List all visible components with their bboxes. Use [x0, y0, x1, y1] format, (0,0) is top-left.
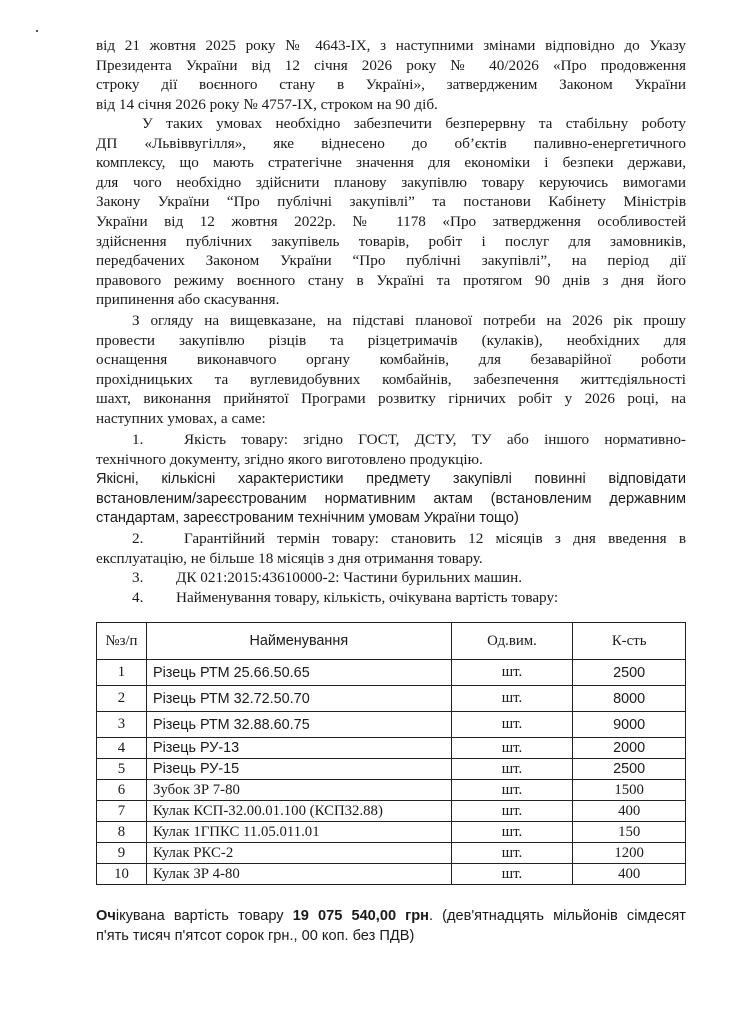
- table-row: [97, 712, 686, 738]
- text-line: для чого необхідно здійснити планову закупівлю товару керуючись вимогами: [96, 173, 686, 191]
- table-header-row: [97, 623, 686, 660]
- header-quantity: К-сть: [573, 623, 686, 660]
- list-number: 2.: [132, 530, 144, 547]
- text-line: ДП «Львіввугілля», яке віднесено до об’єктів паливно-енергетичного: [96, 134, 686, 152]
- list-item-goods: [96, 588, 686, 608]
- text-line: Якісні, кількісні характеристики предмету закупівлі повинні відповідати: [96, 471, 686, 487]
- row-quantity: 1200: [573, 843, 686, 864]
- text-line: встановленим/зареєстрованим нормативним актам (встановленим державним: [96, 490, 686, 507]
- text-line: оснащення виконавчого органу комбайнів, для безаварійної роботи: [96, 351, 686, 369]
- paragraph-procurement-reason: [96, 114, 686, 310]
- row-quantity: 2500: [573, 759, 686, 780]
- row-unit: шт.: [451, 801, 573, 822]
- cost-words: . (дев'ятнадцять мільйонів сімдесят: [429, 908, 686, 924]
- scan-speck: [36, 30, 38, 32]
- row-number: 4: [97, 738, 147, 759]
- row-quantity: 2500: [573, 660, 686, 686]
- list-number: 3.: [132, 569, 144, 586]
- row-number: 9: [97, 843, 147, 864]
- cost-label-bold: Оч: [96, 908, 116, 924]
- list-item-classifier: [96, 568, 686, 588]
- text-line: прохідницьких та вуглевидобувних комбайнів, забезпечення життєдіяльності: [96, 370, 686, 388]
- text-line: З огляду на вищевказане, на підставі планової потреби на 2026 рік прошу: [132, 312, 686, 329]
- row-number: 2: [97, 686, 147, 712]
- row-name: Різець РТМ 25.66.50.65: [146, 660, 451, 686]
- text-line: Якість товару: згідно ГОСТ, ДСТУ, ТУ або іншого нормативно-: [184, 431, 686, 448]
- table-row: [97, 780, 686, 801]
- table-row: [97, 801, 686, 822]
- text-line: провести закупівлю різців та різцетримачів (кулаків), необхідних для: [96, 331, 686, 349]
- table-row: [97, 686, 686, 712]
- text-line: Закону України “Про публічні закупівлі” та постанови Кабінету Міністрів: [96, 193, 686, 211]
- paragraph-quality-note: [96, 470, 686, 529]
- row-number: 3: [97, 712, 147, 738]
- text-line: шахт, виконання прийнятої Програми розвитку гірничих робіт у 2026 році, на: [96, 390, 686, 408]
- row-name: Кулак РКС-2: [146, 843, 451, 864]
- cost-words-continued: п'ять тисяч п'ятсот сорок грн., 00 коп. без ПДВ): [96, 928, 415, 944]
- list-item-quality: [96, 430, 686, 470]
- text-line: України від 12 жовтня 2022р. № 1178 «Про затвердження особливостей: [96, 212, 686, 230]
- table-row: [97, 864, 686, 885]
- row-name: Кулак 1ГПКС 11.05.011.01: [146, 822, 451, 843]
- row-name: Зубок ЗР 7-80: [146, 780, 451, 801]
- row-quantity: 400: [573, 801, 686, 822]
- list-number: 4.: [132, 589, 144, 606]
- text-line: стандартам, зареєстрованим технічним умовам України тощо): [96, 510, 519, 527]
- text-line: ДК 021:2015:43610000-2: Частини бурильних машин.: [176, 569, 523, 586]
- row-unit: шт.: [451, 759, 573, 780]
- row-unit: шт.: [451, 864, 573, 885]
- header-unit: Од.вим.: [451, 623, 573, 660]
- row-quantity: 1500: [573, 780, 686, 801]
- row-number: 1: [97, 660, 147, 686]
- text-line: передбачених Законом України “Про публічні закупівлі”, на період дії: [96, 252, 686, 270]
- table-row: [97, 843, 686, 864]
- list-number: 1.: [132, 431, 144, 448]
- row-unit: шт.: [451, 822, 573, 843]
- row-unit: шт.: [451, 686, 573, 712]
- cost-amount: 19 075 540,00 грн: [292, 908, 429, 924]
- text-line: припинення або скасування.: [96, 291, 280, 309]
- cost-label: ікувана вартість товару: [115, 908, 293, 924]
- header-number: №з/п: [97, 623, 147, 660]
- text-line: наступних умовах, а саме:: [96, 409, 266, 427]
- row-number: 5: [97, 759, 147, 780]
- text-line: У таких умовах необхідно забезпечити безперервну та стабільну роботу: [142, 115, 686, 132]
- row-number: 10: [97, 864, 147, 885]
- text-line: строку дії воєнного стану в Україні», затвердженим Законом України: [96, 76, 686, 94]
- row-unit: шт.: [451, 780, 573, 801]
- row-name: Різець РТМ 32.88.60.75: [146, 712, 451, 738]
- table-row: [97, 660, 686, 686]
- text-line: технічного документу, згідно якого виготовлено продукцію.: [96, 450, 483, 468]
- text-line: від 21 жовтня 2025 року № 4643-IX, з наступними змінами відповідно до Указу: [96, 37, 686, 54]
- row-quantity: 2000: [573, 738, 686, 759]
- paragraph-martial-law: [96, 36, 686, 114]
- table-row: [97, 738, 686, 759]
- row-name: Різець РУ-13: [146, 738, 451, 759]
- row-name: Різець РУ-15: [146, 759, 451, 780]
- row-quantity: 8000: [573, 686, 686, 712]
- table-row: [97, 822, 686, 843]
- row-unit: шт.: [451, 712, 573, 738]
- row-quantity: 150: [573, 822, 686, 843]
- text-line: [96, 906, 686, 926]
- table-row: [97, 759, 686, 780]
- text-line: Гарантійний термін товару: становить 12 місяців з дня введення в: [184, 530, 686, 547]
- expected-cost: [96, 906, 686, 946]
- goods-table: [96, 622, 686, 885]
- row-name: Кулак КСП-32.00.01.100 (КСП32.88): [146, 801, 451, 822]
- text-line: комплексу, що мають стратегічне значення для економіки і безпеки держави,: [96, 154, 686, 172]
- header-name: Найменування: [146, 623, 451, 660]
- text-line: експлуатацію, не більше 18 місяців з дня отримання товару.: [96, 549, 483, 567]
- list-item-warranty: [96, 529, 686, 568]
- text-line: правового режиму воєнного стану в Україні та протягом 90 днів з дня його: [96, 271, 686, 289]
- row-unit: шт.: [451, 660, 573, 686]
- row-name: Різець РТМ 32.72.50.70: [146, 686, 451, 712]
- row-quantity: 400: [573, 864, 686, 885]
- row-name: Кулак ЗР 4-80: [146, 864, 451, 885]
- text-line: Президента України від 12 січня 2026 року № 40/2026 «Про продовження: [96, 56, 686, 74]
- row-unit: шт.: [451, 843, 573, 864]
- text-line: від 14 січня 2026 року № 4757-IX, строком на 90 діб.: [96, 95, 438, 113]
- row-number: 6: [97, 780, 147, 801]
- row-number: 7: [97, 801, 147, 822]
- row-number: 8: [97, 822, 147, 843]
- text-line: Найменування товару, кількість, очікувана вартість товару:: [176, 589, 559, 606]
- row-unit: шт.: [451, 738, 573, 759]
- text-line: здійснення публічних закупівель товарів, робіт і послуг для замовників,: [96, 232, 686, 250]
- paragraph-request: [96, 311, 686, 429]
- row-quantity: 9000: [573, 712, 686, 738]
